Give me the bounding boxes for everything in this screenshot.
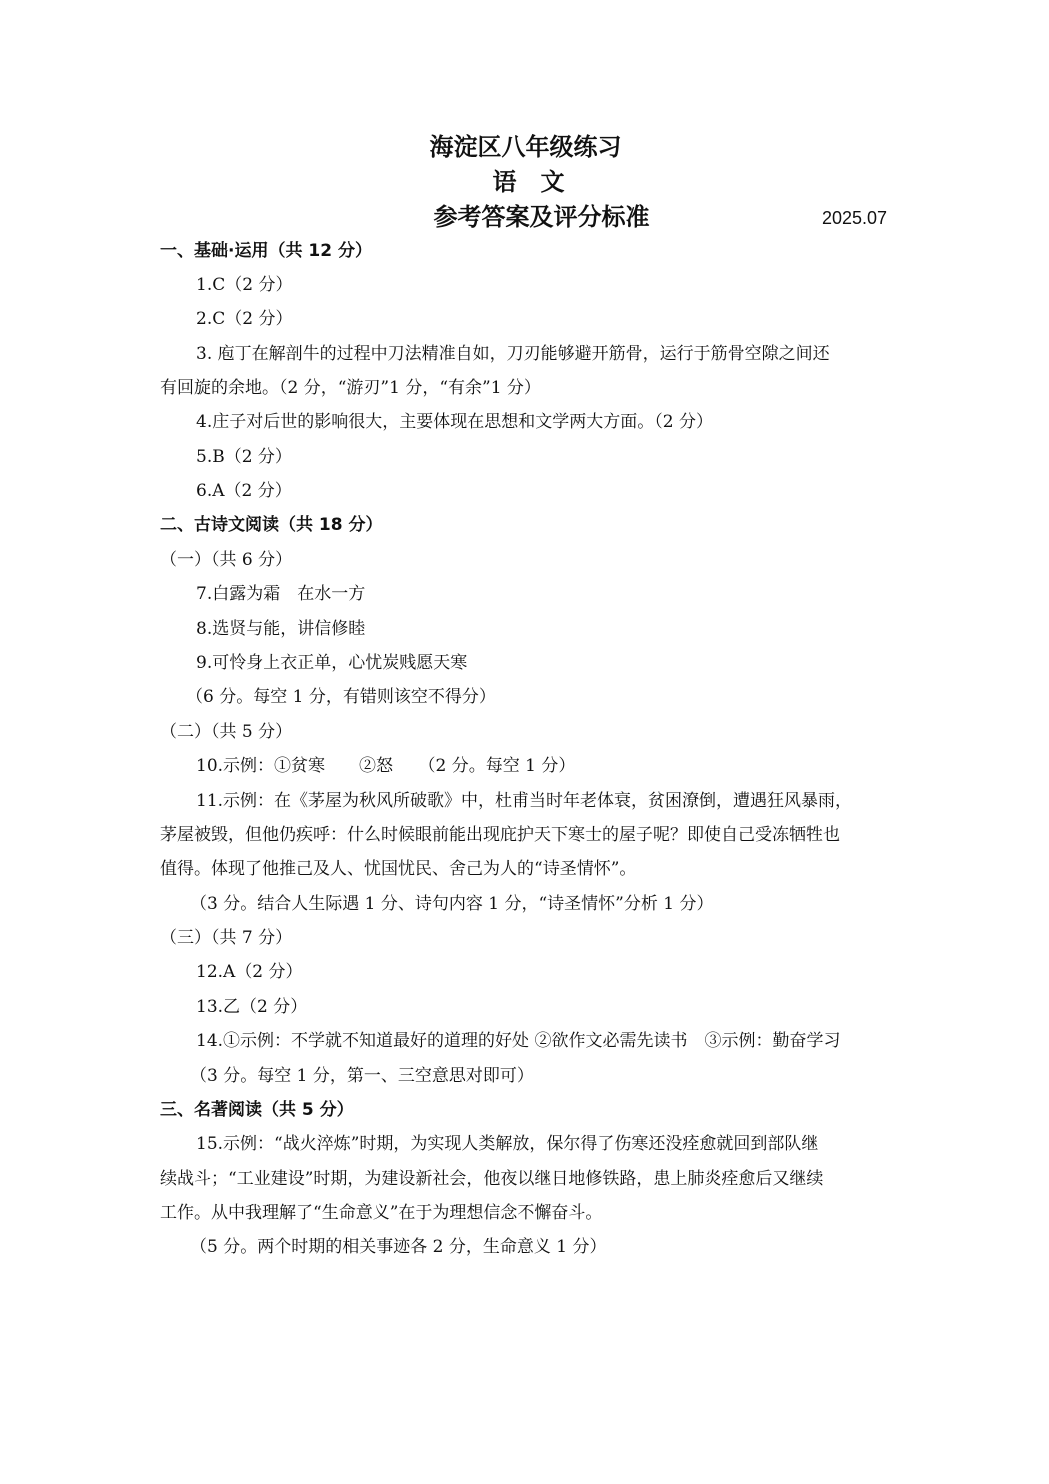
score-note: （6 分。每空 1 分，有错则该空不得分） — [186, 687, 496, 707]
score-note: （3 分。结合人生际遇 1 分、诗句内容 1 分，“诗圣情怀”分析 1 分） — [190, 894, 714, 914]
answer-line: 11.示例：在《茅屋为秋风所破歌》中，杜甫当时年老体衰，贫困潦倒，遭遇狂风暴雨， — [196, 791, 853, 811]
part-heading: （三）（共 7 分） — [160, 928, 293, 948]
answer-line: 茅屋被毁，但他仍疾呼：什么时候眼前能出现庇护天下寒士的屋子呢？即使自己受冻牺牲也 — [160, 825, 840, 845]
score-note: （5 分。两个时期的相关事迹各 2 分，生命意义 1 分） — [190, 1237, 607, 1257]
answer-line: 8.选贤与能，讲信修睦 — [196, 619, 366, 639]
answer-line: 10.示例：①贫寒 ②怒 （2 分。每空 1 分） — [196, 756, 576, 776]
answer-line: 14.①示例：不学就不知道最好的道理的好处 ②欲作文必需先读书 ③示例：勤奋学习 — [196, 1031, 841, 1051]
page-title: 海淀区八年级练习 — [429, 133, 622, 161]
answer-line: 5.B（2 分） — [196, 447, 292, 467]
answer-line: 6.A（2 分） — [196, 481, 292, 501]
part-heading: （一）（共 6 分） — [160, 550, 293, 570]
section-heading-classical: 二、古诗文阅读（共 18 分） — [160, 515, 383, 535]
exam-date: 2025.07 — [822, 208, 888, 228]
score-note: （3 分。每空 1 分，第一、三空意思对即可） — [190, 1066, 534, 1086]
part-heading: （二）（共 5 分） — [160, 722, 293, 742]
subject-title: 语 文 — [492, 168, 565, 196]
answer-line: 2.C（2 分） — [196, 309, 293, 329]
page-subtitle: 参考答案及评分标准 — [433, 203, 650, 231]
answer-line: 15.示例：“战火淬炼”时期，为实现人类解放，保尔得了伤寒还没痊愈就回到部队继 — [196, 1134, 819, 1154]
answer-line: 9.可怜身上衣正单，心忧炭贱愿天寒 — [196, 653, 468, 673]
answer-line: 12.A（2 分） — [196, 962, 303, 982]
answer-line: 1.C（2 分） — [196, 275, 293, 295]
section-heading-classics: 三、名著阅读（共 5 分） — [160, 1100, 354, 1120]
answer-line: 7.白露为霜 在水一方 — [196, 584, 366, 604]
answer-line: 续战斗；“工业建设”时期，为建设新社会，他夜以继日地修铁路，患上肺炎痊愈后又继续 — [160, 1169, 824, 1189]
answer-line: 3. 庖丁在解剖牛的过程中刀法精准自如，刀刃能够避开筋骨，运行于筋骨空隙之间还 — [196, 344, 830, 364]
answer-line: 有回旋的余地。（2 分，“游刃”1 分，“有余”1 分） — [160, 378, 541, 398]
section-heading-basics: 一、基础·运用（共 12 分） — [160, 241, 372, 261]
answer-line: 工作。从中我理解了“生命意义”在于为理想信念不懈奋斗。 — [160, 1203, 603, 1223]
answer-line: 4.庄子对后世的影响很大，主要体现在思想和文学两大方面。（2 分） — [196, 412, 713, 432]
answer-line: 13.乙（2 分） — [196, 997, 308, 1017]
answer-line: 值得。体现了他推己及人、忧国忧民、舍己为人的“诗圣情怀”。 — [160, 859, 637, 879]
